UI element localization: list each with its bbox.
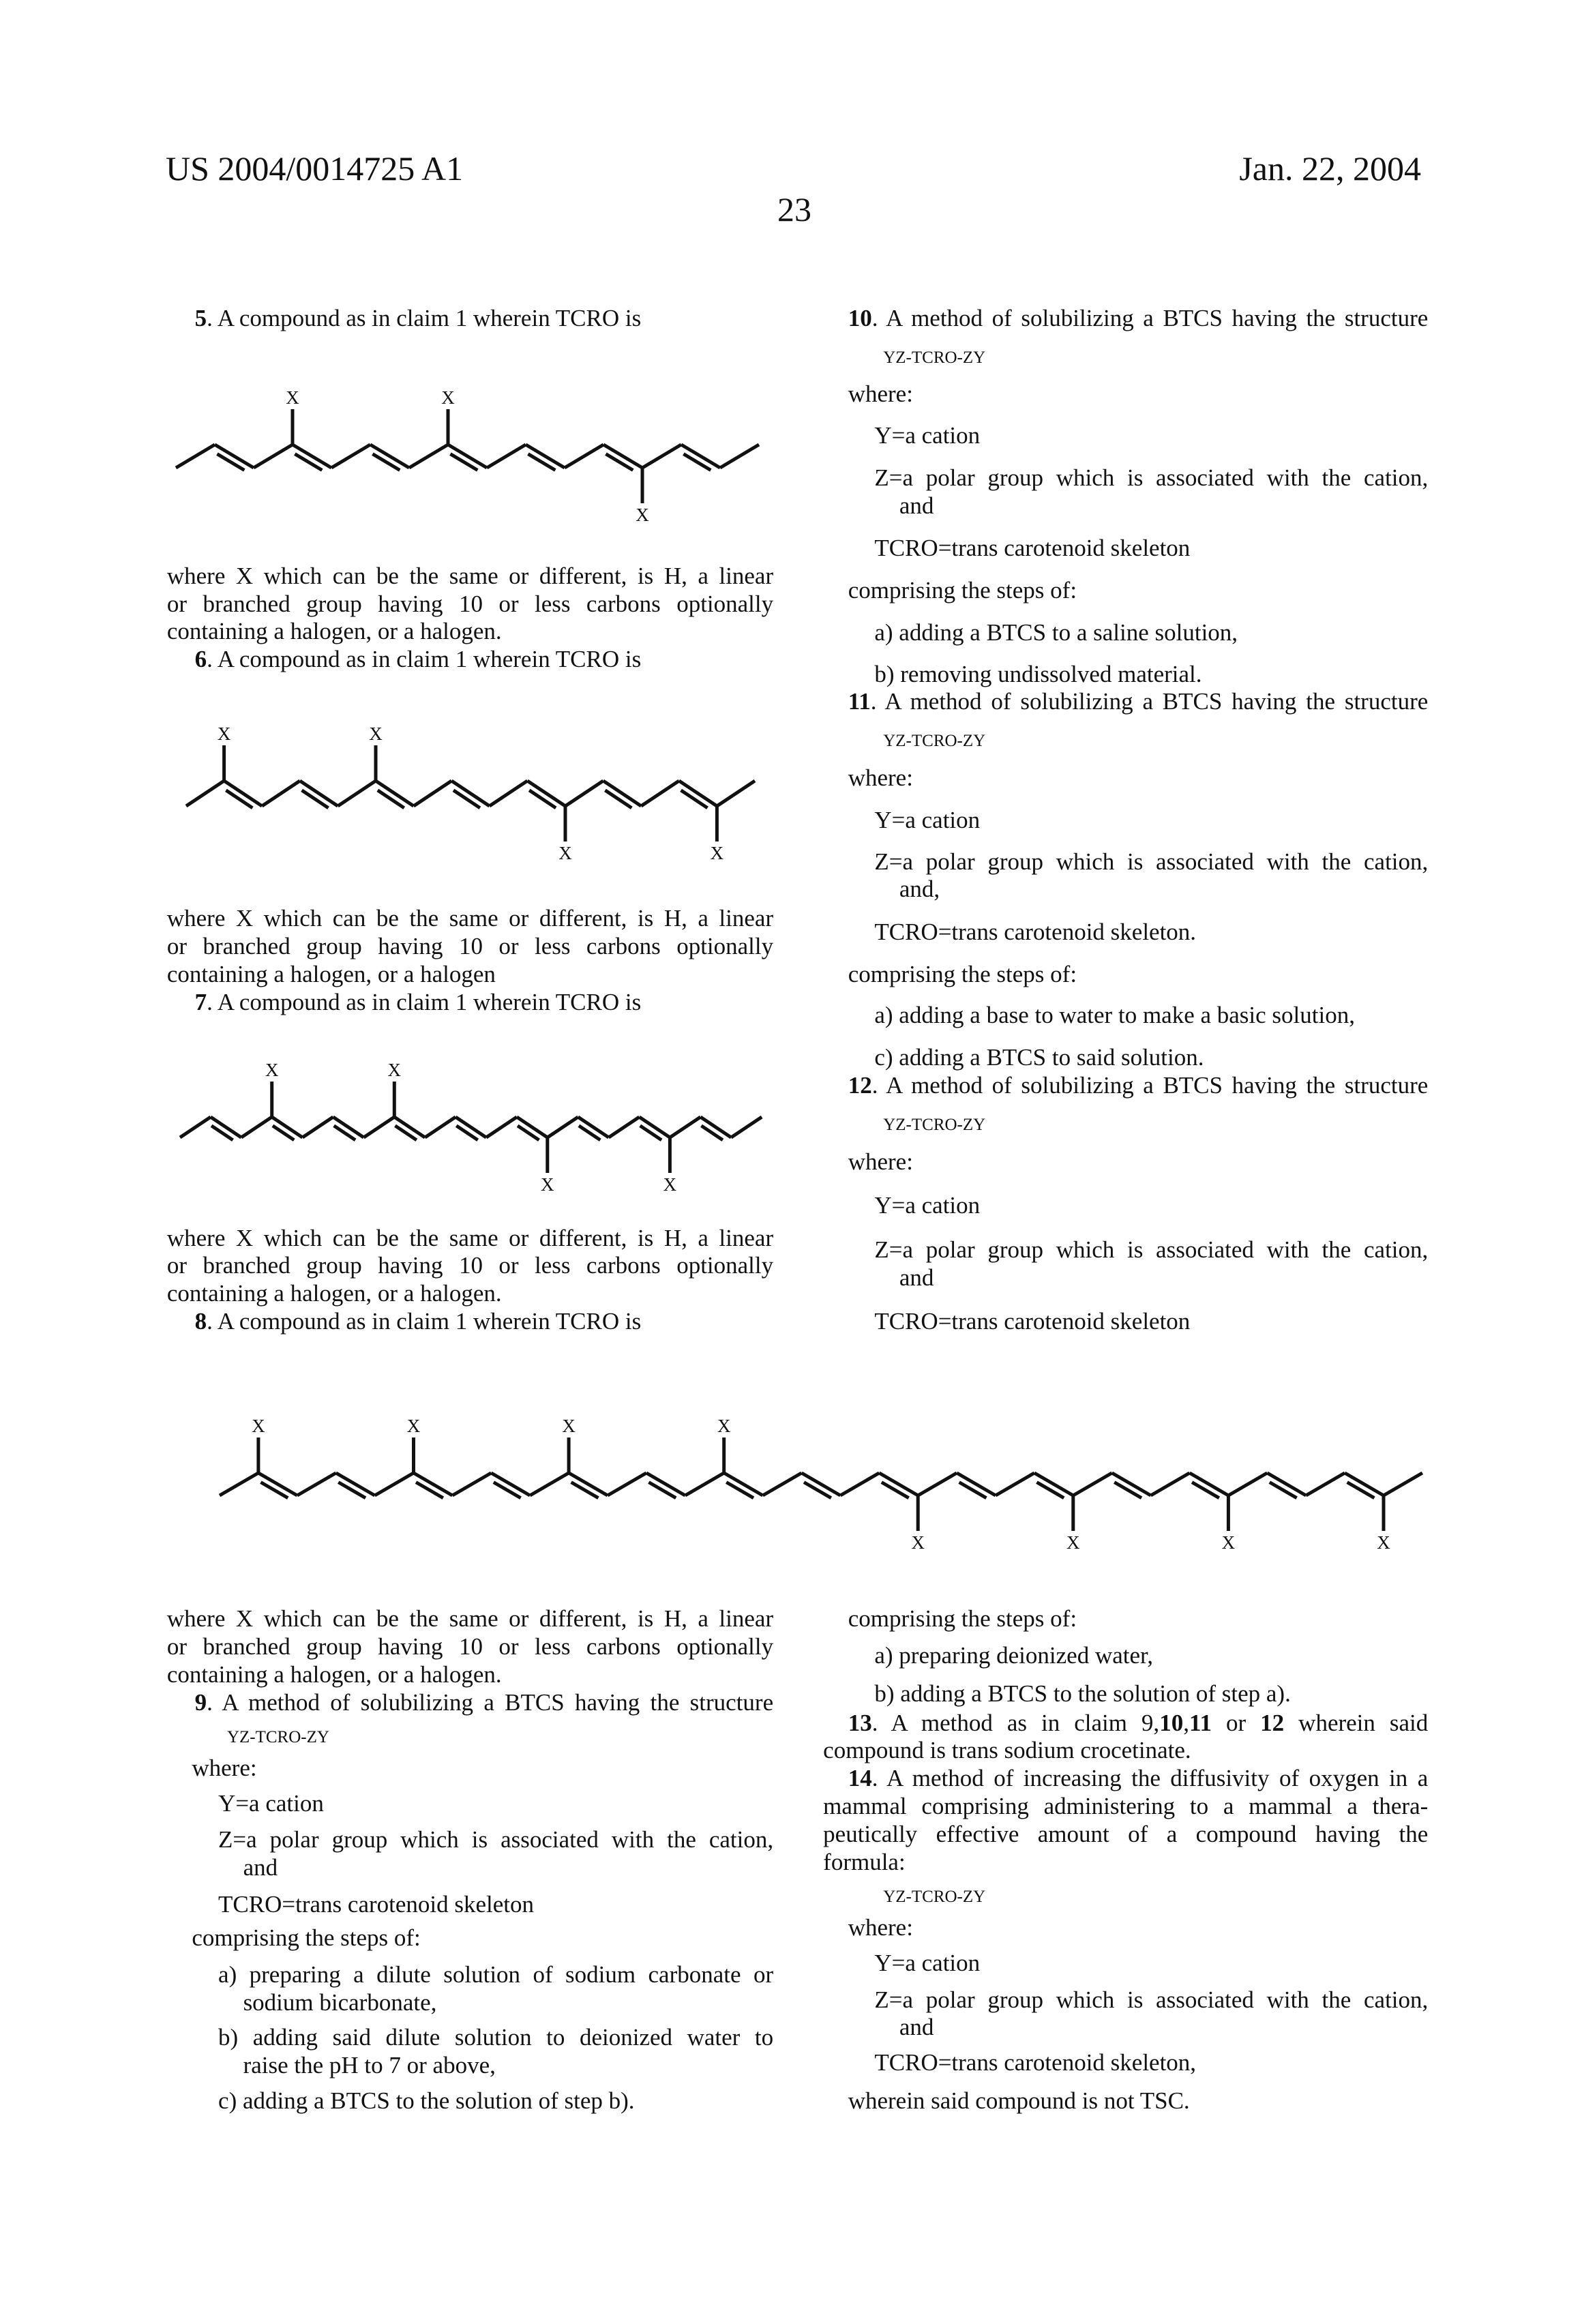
single-bond — [840, 1473, 879, 1495]
claim-text-line: where: — [848, 380, 913, 408]
claim-text-line: TCRO=trans carotenoid skeleton — [874, 1307, 1190, 1335]
claim-text-line: c) adding a BTCS to said solution. — [874, 1043, 1204, 1071]
structure-formula: YZ-TCRO-ZY — [227, 1723, 329, 1751]
claim-text: . A method of solubilizing a BTCS having the structure — [207, 1689, 773, 1716]
claim-text-line — [848, 1709, 1429, 1737]
substituent-x-label: X — [282, 387, 303, 408]
claim-text-line: and — [899, 1264, 934, 1292]
claim-text-line: containing a halogen, or a halogen. — [167, 1660, 502, 1688]
single-bond — [1384, 1473, 1422, 1495]
single-bond — [609, 1117, 640, 1137]
claim-text-line: TCRO=trans carotenoid skeleton — [874, 534, 1190, 562]
single-bond — [603, 781, 642, 806]
tcro-structure-claim-8 — [220, 1437, 1422, 1531]
claim-number: 8 — [195, 1308, 207, 1335]
double-bond — [1036, 1483, 1064, 1498]
double-bond — [518, 1126, 539, 1140]
substituent-x-label: X — [908, 1532, 928, 1553]
claim-number: 13 — [848, 1710, 872, 1736]
substituent-x-label: X — [558, 1416, 579, 1436]
claim-text: . A compound as in claim 1 wherein TCRO is — [207, 989, 641, 1015]
single-bond — [293, 445, 331, 468]
substituent-x-label: X — [714, 1416, 734, 1436]
single-bond — [1073, 1473, 1112, 1495]
double-bond — [1114, 1483, 1141, 1498]
single-bond — [376, 781, 414, 806]
claim-text-line: a) adding a BTCS to a saline solution, — [874, 619, 1238, 646]
patent-number: US 2004/0014725 A1 — [166, 149, 463, 188]
single-bond — [1112, 1473, 1151, 1495]
double-bond — [494, 1483, 521, 1498]
substituent-x-label: X — [1063, 1532, 1084, 1553]
single-bond — [425, 1117, 456, 1137]
single-bond — [262, 781, 300, 806]
structure-formula: YZ-TCRO-ZY — [883, 1883, 985, 1911]
single-bond — [490, 781, 528, 806]
single-bond — [176, 445, 215, 468]
single-bond — [879, 1473, 918, 1495]
claim-text-line: b) adding said dilute solution to deionized water to — [218, 2023, 773, 2051]
claim-text-line: or branched group having 10 or less carbons optionally — [167, 932, 773, 960]
claim-text-line: Y=a cation — [874, 421, 980, 449]
single-bond — [211, 1117, 241, 1137]
claim-text-line: b) adding a BTCS to the solution of step a). — [874, 1680, 1290, 1708]
single-bond — [241, 1117, 272, 1137]
claim-text: or — [1212, 1710, 1260, 1736]
claim-text-line: TCRO=trans carotenoid skeleton — [218, 1890, 534, 1918]
substituent-x-label: X — [404, 1416, 424, 1436]
single-bond — [608, 1473, 646, 1495]
single-bond — [224, 781, 263, 806]
claim-text-line: Z=a polar group which is associated with the cation, — [218, 1826, 773, 1853]
structure-formula: YZ-TCRO-ZY — [883, 727, 985, 755]
claim-text-line: peutically effective amount of a compound having the — [823, 1820, 1428, 1848]
single-bond — [394, 1117, 425, 1137]
claim-text-line: Y=a cation — [874, 1191, 980, 1219]
double-bond — [260, 1483, 288, 1498]
tcro-structure-claim-6 — [186, 745, 755, 841]
claim-text-line: sodium bicarbonate, — [243, 1988, 437, 2016]
single-bond — [679, 781, 717, 806]
single-bond — [303, 1117, 333, 1137]
claim-text-line: comprising the steps of: — [848, 1605, 1077, 1633]
substituent-x-label: X — [1373, 1532, 1394, 1553]
single-bond — [685, 1473, 724, 1495]
single-bond — [731, 1117, 762, 1137]
single-bond — [1151, 1473, 1190, 1495]
claim-number: 10 — [848, 305, 872, 331]
claim-text-line: a) adding a base to water to make a basic solution, — [874, 1001, 1355, 1029]
claim-text-line: Y=a cation — [874, 1949, 980, 1977]
double-bond — [295, 454, 322, 471]
double-bond — [571, 1483, 599, 1498]
claim-number: 14 — [848, 1765, 872, 1791]
claim-text-line — [195, 304, 642, 332]
claim-text-line: where: — [848, 1148, 913, 1176]
claim-text-line: containing a halogen, or a halogen — [167, 960, 496, 988]
double-bond — [579, 1126, 600, 1140]
single-bond — [363, 1117, 394, 1137]
claim-text-line: and — [899, 2013, 934, 2041]
claim-text-line: containing a halogen, or a halogen. — [167, 1279, 502, 1307]
claim-text-line: b) removing undissolved material. — [874, 660, 1202, 688]
claim-text-line: or branched group having 10 or less carbons optionally — [167, 590, 773, 618]
claim-text: , — [1183, 1710, 1189, 1736]
claim-text-line: Z=a polar group which is associated with the cation, — [874, 1986, 1428, 2014]
double-bond — [1347, 1483, 1375, 1498]
claim-number: 12 — [848, 1072, 872, 1099]
single-bond — [375, 1473, 414, 1495]
double-bond — [453, 790, 480, 808]
double-bond — [372, 454, 400, 471]
single-bond — [215, 445, 254, 468]
single-bond — [565, 445, 603, 468]
single-bond — [670, 1117, 700, 1137]
single-bond — [603, 445, 642, 468]
single-bond — [1306, 1473, 1345, 1495]
claim-text-line: where X which can be the same or different, is H, a linear — [167, 562, 773, 590]
single-bond — [1345, 1473, 1384, 1495]
claim-text-line: or branched group having 10 or less carbons optionally — [167, 1633, 773, 1660]
single-bond — [220, 1473, 258, 1495]
claim-text: wherein said — [1284, 1710, 1428, 1736]
single-bond — [641, 781, 679, 806]
claim-text-line: or branched group having 10 or less carbons optionally — [167, 1251, 773, 1279]
single-bond — [763, 1473, 802, 1495]
single-bond — [186, 781, 224, 806]
double-bond — [701, 1126, 722, 1140]
single-bond — [1267, 1473, 1306, 1495]
claim-text-line: and, — [899, 875, 940, 903]
claim-text-line: where: — [848, 1913, 913, 1941]
single-bond — [1228, 1473, 1267, 1495]
single-bond — [700, 1117, 731, 1137]
tcro-structure-claim-7 — [180, 1082, 762, 1173]
claim-text: . A compound as in claim 1 wherein TCRO is — [207, 646, 641, 672]
single-bond — [640, 1117, 670, 1137]
claim-text-line: Y=a cation — [874, 806, 980, 834]
single-bond — [548, 1117, 578, 1137]
single-bond — [530, 1473, 569, 1495]
single-bond — [717, 781, 755, 806]
double-bond — [217, 454, 244, 471]
claim-text-line: mammal comprising administering to a mammal a thera- — [823, 1792, 1428, 1820]
double-bond — [959, 1483, 987, 1498]
claim-number: 6 — [195, 646, 207, 672]
double-bond — [882, 1483, 909, 1498]
single-bond — [486, 1117, 517, 1137]
claim-text: . A method of solubilizing a BTCS having the structure — [871, 688, 1429, 715]
substituent-x-label: X — [262, 1060, 282, 1080]
double-bond — [681, 790, 708, 808]
single-bond — [331, 445, 370, 468]
claim-text-line: where X which can be the same or different, is H, a linear — [167, 1605, 773, 1633]
single-bond — [996, 1473, 1034, 1495]
double-bond — [450, 454, 477, 471]
double-bond — [640, 1126, 661, 1140]
claim-text-line: a) preparing a dilute solution of sodium carbonate or — [218, 1961, 773, 1988]
substituent-x-label: X — [384, 1060, 404, 1080]
substituent-x-label: X — [537, 1174, 558, 1195]
single-bond — [720, 445, 759, 468]
double-bond — [1192, 1483, 1219, 1498]
claim-text-line: and — [899, 492, 934, 520]
substituent-x-label: X — [706, 843, 727, 863]
substituent-x-label: X — [438, 387, 458, 408]
single-bond — [370, 445, 409, 468]
claim-number: 11 — [1189, 1710, 1212, 1736]
single-bond — [802, 1473, 841, 1495]
single-bond — [254, 445, 293, 468]
claim-text-line: TCRO=trans carotenoid skeleton, — [874, 2049, 1196, 2076]
single-bond — [918, 1473, 957, 1495]
claim-text-line — [848, 687, 1429, 715]
double-bond — [338, 1483, 365, 1498]
double-bond — [726, 1483, 753, 1498]
single-bond — [646, 1473, 685, 1495]
claim-text: . A method of increasing the diffusivity of oxygen in a — [872, 1765, 1429, 1791]
substituent-x-label: X — [248, 1416, 269, 1436]
claim-number: 5 — [195, 305, 207, 331]
claim-text: . A compound as in claim 1 wherein TCRO is — [207, 1308, 641, 1335]
substituent-x-label: X — [659, 1174, 680, 1195]
single-bond — [681, 445, 720, 468]
claim-text-line: Z=a polar group which is associated with the cation, — [874, 848, 1428, 876]
tcro-structure-claim-5 — [176, 409, 759, 503]
single-bond — [414, 1473, 453, 1495]
claim-text-line: formula: — [823, 1848, 906, 1876]
single-bond — [409, 445, 448, 468]
claim-number: 10 — [1159, 1710, 1183, 1736]
double-bond — [395, 1126, 416, 1140]
double-bond — [302, 790, 329, 808]
claim-text-line: wherein said compound is not TSC. — [848, 2087, 1190, 2115]
single-bond — [338, 781, 376, 806]
claim-text-line — [848, 1764, 1429, 1792]
claim-text-line: comprising the steps of: — [848, 960, 1077, 988]
single-bond — [487, 445, 526, 468]
double-bond — [804, 1483, 831, 1498]
claim-text-line: comprising the steps of: — [848, 576, 1077, 604]
page-number: 23 — [777, 190, 811, 228]
claim-text: . A method of solubilizing a BTCS having the structure — [872, 1072, 1429, 1099]
claim-text-line: comprising the steps of: — [192, 1924, 420, 1952]
single-bond — [526, 445, 565, 468]
claim-text-line — [195, 645, 642, 673]
single-bond — [1190, 1473, 1229, 1495]
double-bond — [606, 454, 633, 471]
double-bond — [211, 1126, 233, 1140]
double-bond — [378, 790, 404, 808]
double-bond — [529, 790, 556, 808]
single-bond — [272, 1117, 303, 1137]
single-bond — [957, 1473, 996, 1495]
single-bond — [452, 1473, 491, 1495]
double-bond — [456, 1126, 477, 1140]
single-bond — [456, 1117, 486, 1137]
claim-text-line: Z=a polar group which is associated with the cation, — [874, 1236, 1428, 1264]
substituent-x-label: X — [555, 843, 576, 863]
claim-text-line: where X which can be the same or different, is H, a linear — [167, 904, 773, 932]
single-bond — [333, 1117, 364, 1137]
claim-text-line: compound is trans sodium crocetinate. — [823, 1736, 1191, 1764]
double-bond — [334, 1126, 355, 1140]
substituent-x-label: X — [365, 724, 386, 744]
claim-text-line: where: — [192, 1754, 256, 1782]
structure-formula: YZ-TCRO-ZY — [883, 344, 985, 372]
claim-text-line: Z=a polar group which is associated with the cation, — [874, 464, 1428, 492]
double-bond — [648, 1483, 676, 1498]
single-bond — [258, 1473, 297, 1495]
claim-text-line: and — [243, 1853, 278, 1881]
single-bond — [642, 445, 681, 468]
double-bond — [273, 1126, 294, 1140]
single-bond — [724, 1473, 763, 1495]
claim-number: 7 — [195, 989, 207, 1015]
substituent-x-label: X — [632, 505, 653, 525]
single-bond — [1034, 1473, 1073, 1495]
claim-text-line — [195, 988, 642, 1016]
single-bond — [527, 781, 565, 806]
single-bond — [569, 1473, 608, 1495]
claim-text-line — [195, 1307, 642, 1335]
claim-text-line: where X which can be the same or different, is H, a linear — [167, 1224, 773, 1252]
single-bond — [297, 1473, 336, 1495]
claim-text-line: c) adding a BTCS to the solution of step b). — [218, 2087, 634, 2115]
double-bond — [226, 790, 252, 808]
single-bond — [300, 781, 338, 806]
single-bond — [578, 1117, 609, 1137]
double-bond — [528, 454, 555, 471]
single-bond — [414, 781, 452, 806]
claim-text: . A method as in claim 9, — [872, 1710, 1160, 1736]
claim-number: 12 — [1260, 1710, 1284, 1736]
claim-number: 11 — [848, 688, 871, 715]
claim-text-line: TCRO=trans carotenoid skeleton. — [874, 918, 1196, 946]
publication-date: Jan. 22, 2004 — [1239, 149, 1421, 188]
claim-text-line: Y=a cation — [218, 1789, 324, 1817]
substituent-x-label: X — [1218, 1532, 1238, 1553]
double-bond — [683, 454, 711, 471]
double-bond — [605, 790, 631, 808]
single-bond — [565, 781, 603, 806]
claim-number: 9 — [195, 1689, 207, 1716]
single-bond — [517, 1117, 548, 1137]
structure-formula: YZ-TCRO-ZY — [883, 1111, 985, 1139]
claim-text-line — [195, 1688, 773, 1716]
claim-text-line — [848, 304, 1429, 332]
substituent-x-label: X — [214, 724, 235, 744]
single-bond — [448, 445, 487, 468]
single-bond — [336, 1473, 375, 1495]
double-bond — [1270, 1483, 1297, 1498]
claim-text-line: raise the pH to 7 or above, — [243, 2051, 496, 2079]
claim-text-line: containing a halogen, or a halogen. — [167, 617, 502, 645]
claim-text-line — [848, 1071, 1429, 1099]
single-bond — [491, 1473, 530, 1495]
single-bond — [451, 781, 490, 806]
claim-text: . A method of solubilizing a BTCS having the structure — [872, 305, 1429, 331]
claim-text-line: where: — [848, 764, 913, 792]
double-bond — [416, 1483, 443, 1498]
claim-text: . A compound as in claim 1 wherein TCRO is — [207, 305, 641, 331]
claim-text-line: a) preparing deionized water, — [874, 1641, 1153, 1669]
single-bond — [180, 1117, 211, 1137]
